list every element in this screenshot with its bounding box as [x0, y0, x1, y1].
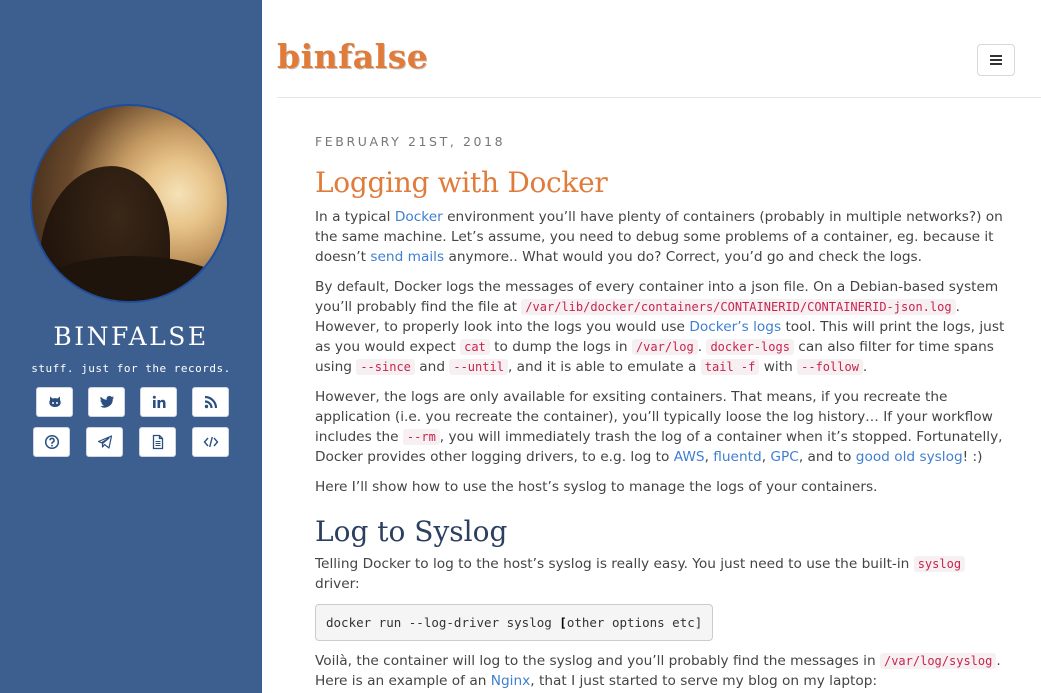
code-follow: --follow	[797, 359, 863, 375]
linkedin-button[interactable]	[140, 387, 177, 417]
code-docker-logs: docker-logs	[706, 339, 793, 355]
section-heading-log-to-syslog: Log to Syslog	[315, 515, 508, 548]
link-docker-logs[interactable]: Docker’s logs	[689, 319, 782, 335]
rss-button[interactable]	[192, 387, 229, 417]
paragraph-6: Voilà, the container will log to the syslog and you’ll probably find the messages in /var/log/syslog . Here is an example of an Nginx, that I just started to serve my blog on my laptop:	[315, 653, 1001, 689]
telegram-icon	[97, 434, 113, 450]
code-rm: --rm	[403, 429, 440, 445]
sidebar-tagline: stuff. just for the records.	[31, 362, 231, 375]
code-var-log: /var/log	[632, 339, 698, 355]
code-syslog: syslog	[914, 556, 965, 572]
telegram-button[interactable]	[86, 427, 123, 457]
document-icon	[150, 434, 166, 450]
social-links-row-1	[0, 387, 262, 417]
paragraph-1: In a typical Docker environment you’ll have plenty of containers (probably in multiple networks?) on the same machine. Let’s assume, you need to debug some problems of a container, eg. because it doesn’t send mails anymore.. What would you do? Correct, you’d go and check the logs.	[315, 209, 1003, 265]
code-since: --since	[356, 359, 415, 375]
paragraph-4: Here I’ll show how to use the host’s syslog to manage the logs of your containers.	[315, 479, 878, 495]
github-button[interactable]	[36, 387, 73, 417]
post-date: FEBRUARY 21ST, 2018	[315, 134, 506, 149]
twitter-icon	[99, 394, 115, 410]
rss-icon	[203, 394, 219, 410]
article	[315, 134, 1009, 691]
link-syslog[interactable]: good old syslog	[855, 449, 963, 465]
link-send-mails[interactable]: send mails	[370, 249, 445, 265]
twitter-button[interactable]	[88, 387, 125, 417]
social-links-row-2	[0, 427, 262, 457]
hamburger-icon	[990, 55, 1002, 65]
linkedin-icon	[151, 394, 167, 410]
sidebar	[0, 0, 262, 693]
code-var-log-syslog: /var/log/syslog	[880, 653, 996, 669]
brand-title[interactable]: binfalse	[277, 37, 429, 76]
document-button[interactable]	[139, 427, 176, 457]
link-docker[interactable]: Docker	[394, 209, 443, 225]
header-divider	[277, 97, 1041, 98]
code-cat: cat	[460, 339, 490, 355]
code-icon	[203, 434, 219, 450]
code-block-docker-run: docker run --log-driver syslog [other options etc]	[315, 604, 713, 641]
paragraph-2: By default, Docker logs the messages of every container into a json file. On a Debian-based system you’ll probably find the file at /var/lib/docker/containers/CONTAINERID/CONTAINERID-json.log . However, to properly look into the logs you would use Docker’s logs tool. This will print the logs, just as you would expect cat to dump the logs in /var/log . docker-logs can also filter for time spans using --since and --until , and it is able to emulate a tail -f with --follow .	[315, 279, 1005, 375]
sidebar-site-name[interactable]: BINFALSE	[53, 322, 209, 351]
link-nginx[interactable]: Nginx	[490, 673, 531, 689]
question-button[interactable]	[33, 427, 70, 457]
code-json-log-path: /var/lib/docker/containers/CONTAINERID/CONTAINERID-json.log	[521, 299, 955, 315]
link-aws[interactable]: AWS	[673, 449, 705, 465]
link-fluentd[interactable]: fluentd	[713, 449, 762, 465]
post-title[interactable]: Logging with Docker	[315, 166, 608, 199]
code-button[interactable]	[192, 427, 229, 457]
avatar	[30, 104, 229, 303]
paragraph-5: Telling Docker to log to the host’s syslog is really easy. You just need to use the built-in syslog driver:	[315, 554, 1009, 594]
menu-button[interactable]	[977, 44, 1015, 76]
question-icon	[44, 434, 60, 450]
link-gpc[interactable]: GPC	[770, 449, 799, 465]
code-until: --until	[449, 359, 508, 375]
github-icon	[47, 394, 63, 410]
paragraph-3: However, the logs are only available for exsiting containers. That means, if you recreate the application (i.e. you recreate the container), you’ll typically loose the log history… If your workflow includes the --rm , you will immediately trash the log of a container when it’s stopped. Fortunatelly, Docker provides other logging drivers, to e.g. log to AWS, fluentd, GPC, and to good old syslog! :)	[315, 389, 1003, 465]
code-tail-f: tail -f	[701, 359, 760, 375]
